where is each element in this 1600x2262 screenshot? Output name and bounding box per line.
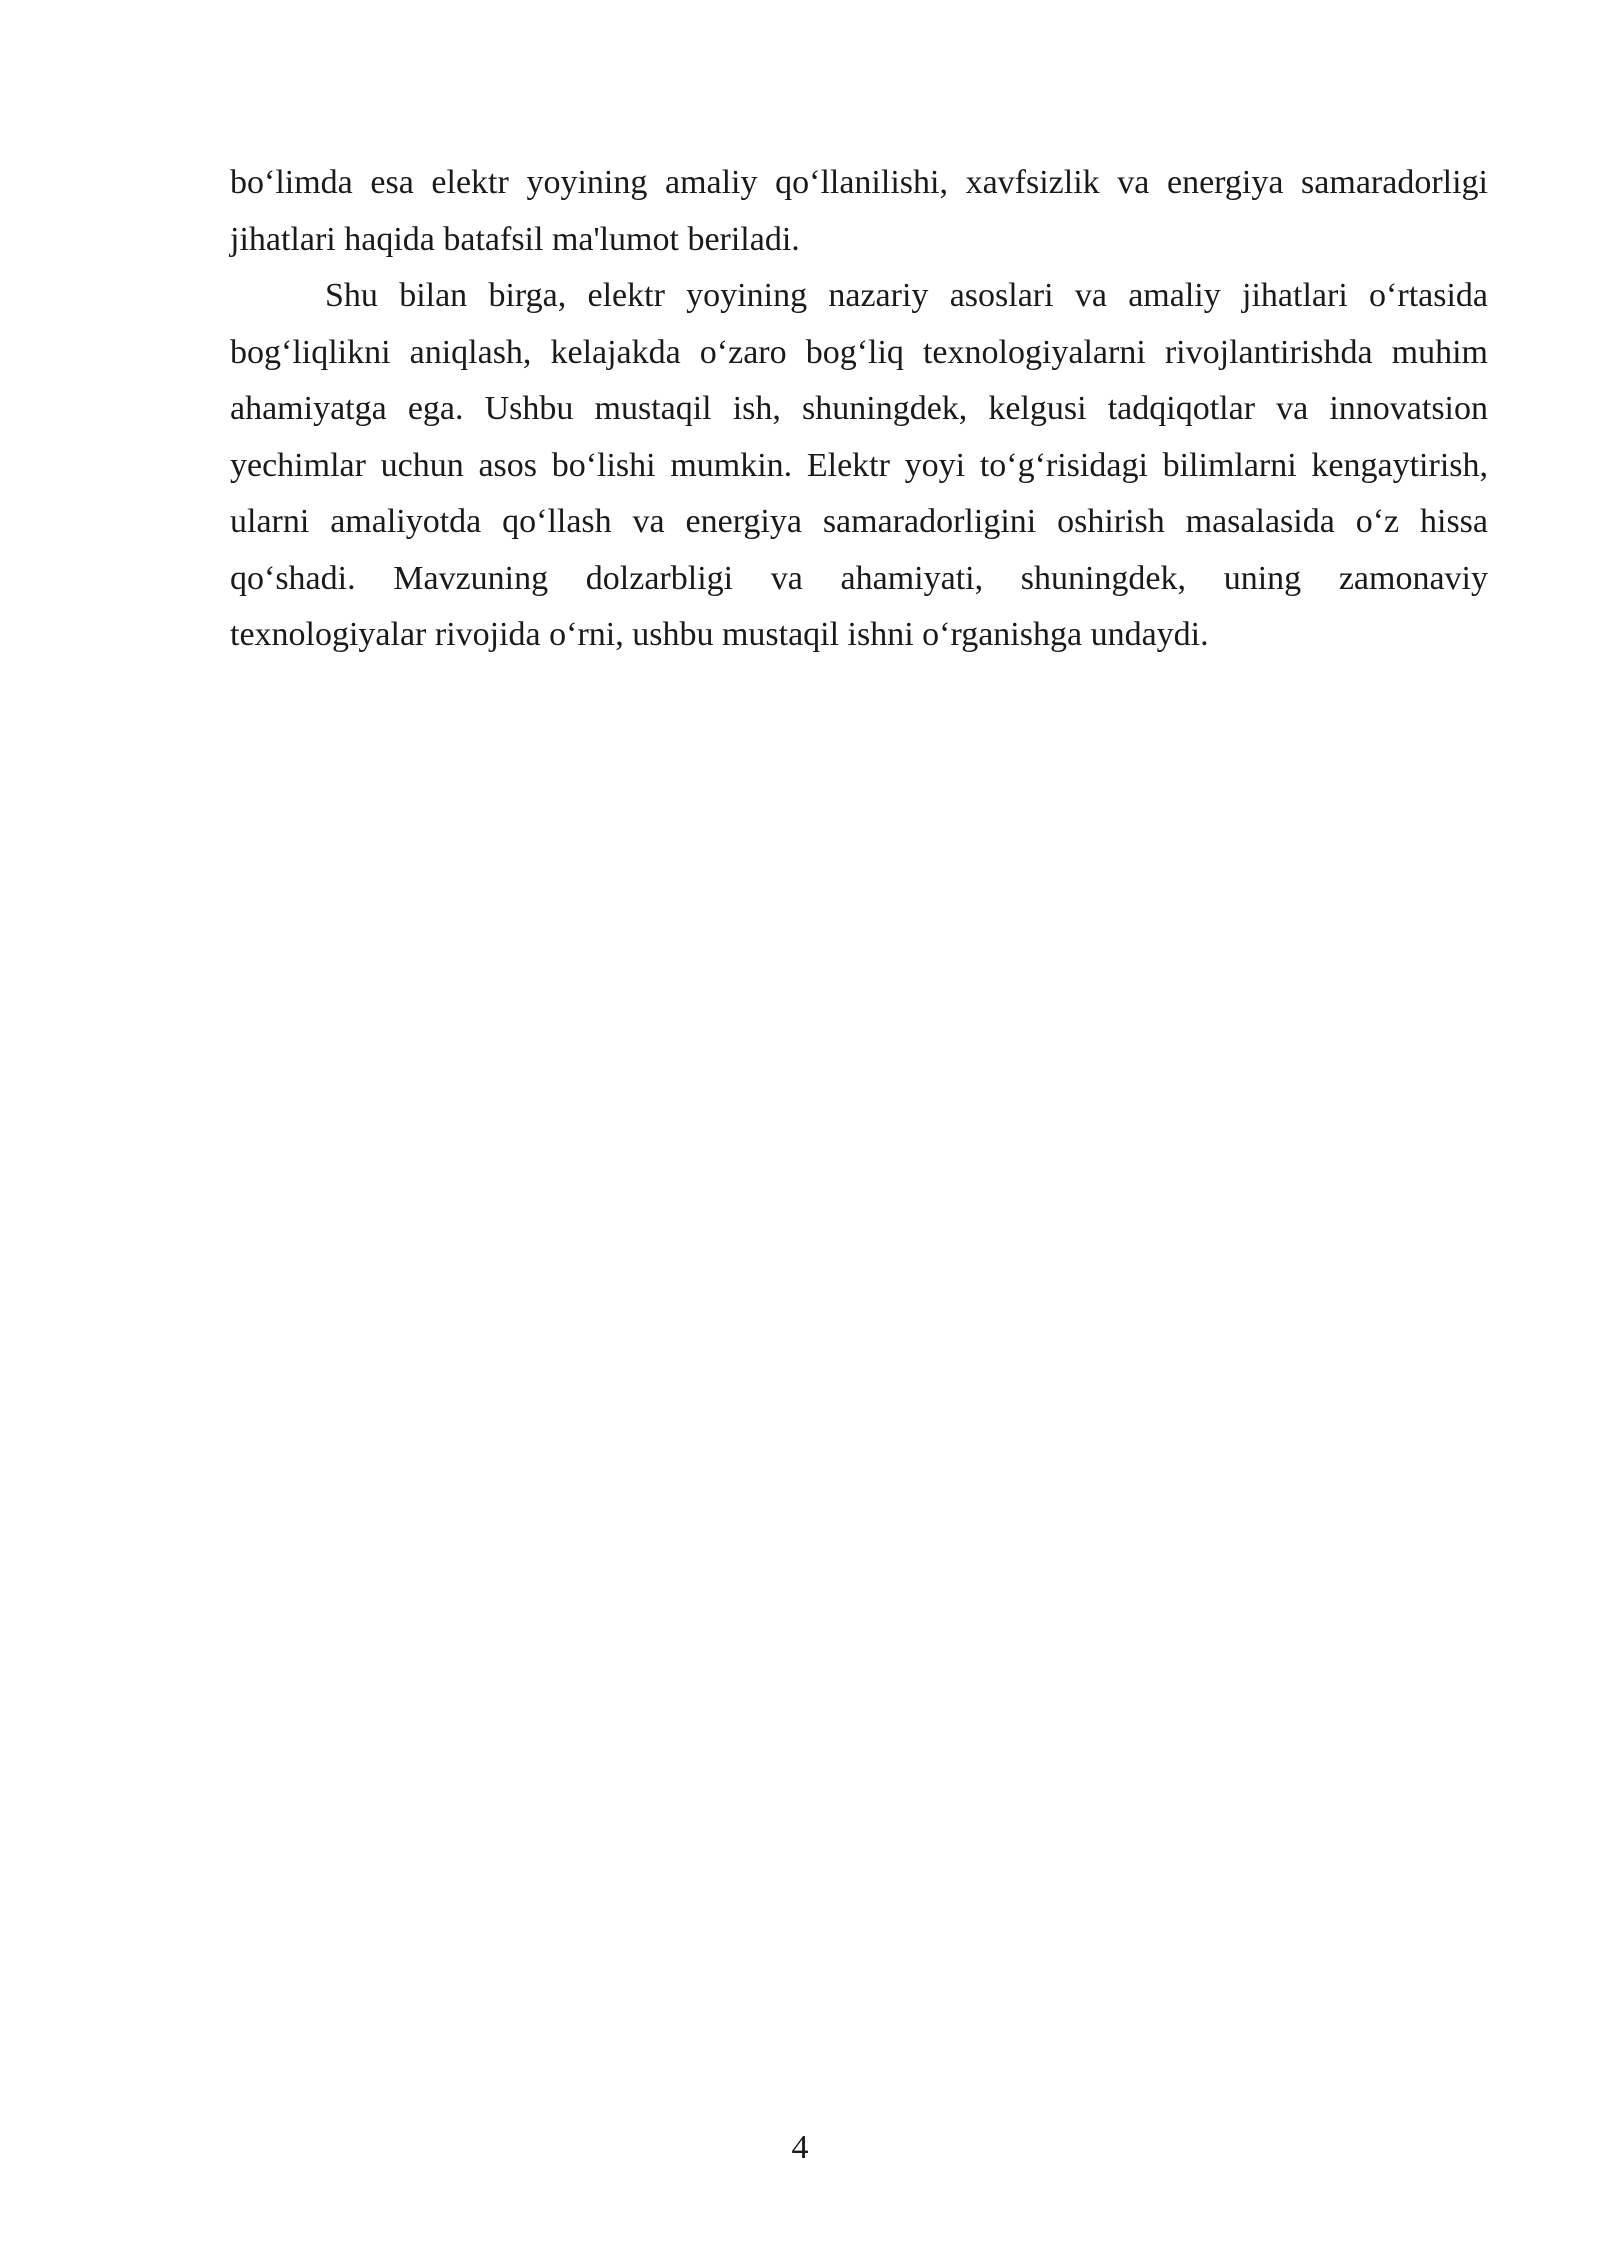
paragraph: Shu bilan birga, elektr yoyining nazariy asoslari va amaliy jihatlari o‘rtasida bog‘liqlikni aniqlash, kelajakda o‘zaro bog‘liq texnologiyalarni rivojlantirishda muhim ahamiyatga ega. Ushbu mustaqil ish, shuningdek, kelgusi tadqiqotlar va innovatsion yechimlar uchun asos bo‘lishi mumkin. Elektr yoyi to‘g‘risidagi bilimlarni kengaytirish, ularni amaliyotda qo‘llash va energiya samaradorligini oshirish masalasida o‘z hissa qo‘shadi. Mavzuning dolzarbligi va ahamiyati, shuningdek, uning zamonaviy texnologiyalar rivojida o‘rni, ushbu mustaqil ishni o‘rganishga undaydi. — [230, 277, 1488, 653]
body-text — [230, 155, 1488, 664]
page-number: 4 — [791, 2129, 809, 2166]
paragraph-continuation: bo‘limda esa elektr yoyining amaliy qo‘llanilishi, xavfsizlik va energiya samaradorligi jihatlari haqida batafsil ma'lumot beriladi. — [230, 164, 1488, 258]
